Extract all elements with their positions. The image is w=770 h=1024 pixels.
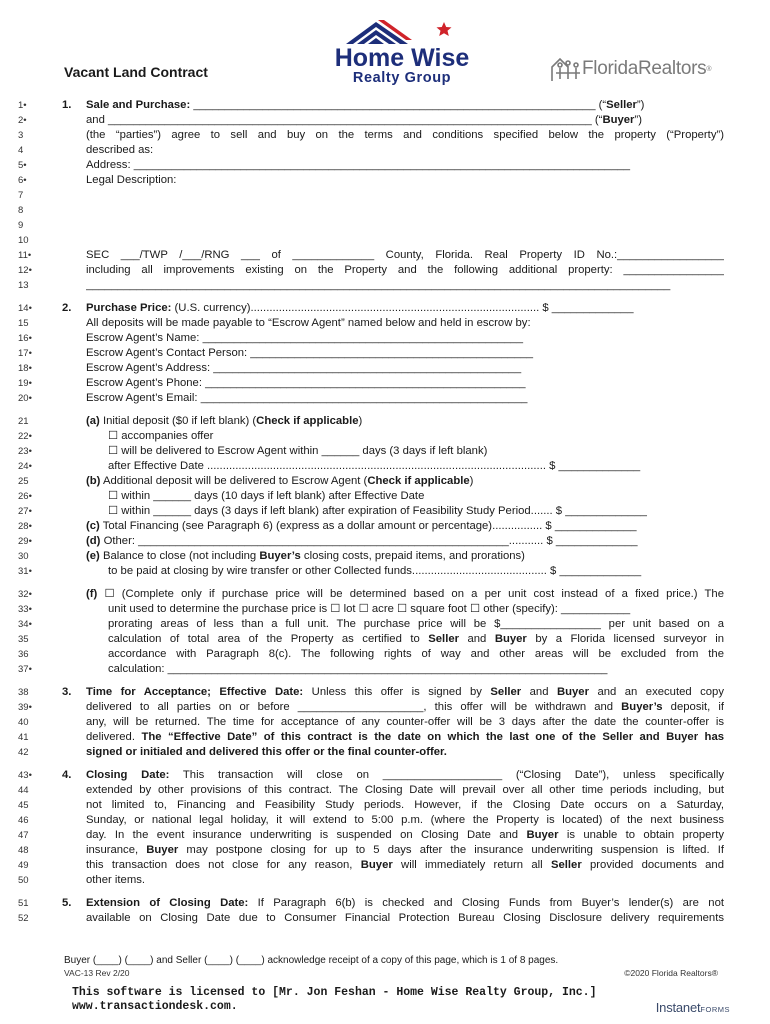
line-number: 3 — [18, 130, 24, 141]
line-text: ☐ accompanies offer — [108, 430, 214, 442]
contract-line — [0, 700, 770, 715]
line-number: 46 — [18, 815, 29, 826]
line-number: 27• — [18, 506, 32, 517]
line-number: 15 — [18, 318, 29, 329]
line-text: ☐ within ______ days (3 days if left blank) after expiration of Feasibility Study Period....... $ _____________ — [108, 505, 647, 517]
line-text: Escrow Agent’s Contact Person: _____________________________________________ — [86, 347, 534, 359]
contract-line — [0, 376, 770, 391]
logo-line2: Realty Group — [352, 70, 452, 86]
line-text: day. In the event insurance underwriting is suspended on Closing Date and Buyer is unable to obtain property — [86, 829, 724, 841]
line-number: 52 — [18, 913, 29, 924]
line-number: 10 — [18, 235, 29, 246]
contract-line — [0, 218, 770, 233]
contract-line — [0, 188, 770, 203]
contract-line — [0, 489, 770, 504]
line-number: 31• — [18, 566, 32, 577]
section-number: 4. — [62, 769, 72, 781]
line-number: 22• — [18, 431, 32, 442]
line-number: 50 — [18, 875, 29, 886]
contract-line — [0, 783, 770, 798]
line-number: 21 — [18, 416, 29, 427]
contract-line — [0, 459, 770, 474]
contract-line — [0, 128, 770, 143]
line-text: Sunday, or national legal holiday, it will extend to 5:00 p.m. (where the Property is located) of the next business — [86, 814, 724, 826]
line-text: (f) ☐ (Complete only if purchase price will be determined based on a per unit cost instead of a fixed price.) The — [86, 588, 724, 600]
line-text: _____________________________________________________________________________________________ — [86, 279, 671, 291]
contract-line — [0, 98, 770, 113]
line-text: Sale and Purchase: ________________________________________________________________ (“Seller”) — [86, 99, 645, 111]
florida-realtors-logo — [548, 54, 712, 84]
line-text: Escrow Agent’s Phone: ___________________________________________________ — [86, 377, 526, 389]
line-number: 19• — [18, 378, 32, 389]
contract-line — [0, 361, 770, 376]
line-text: this transaction does not close for any reason, Buyer will immediately return all Seller provided documents and — [86, 859, 724, 871]
line-text: calculation of total area of the Property as certified to Seller and Buyer by a Florida licensed surveyor in — [108, 633, 724, 645]
line-text: (d) Other: ___________________________________________________________........... $ _____________ — [86, 535, 638, 547]
line-number: 38 — [18, 687, 29, 698]
line-number: 28• — [18, 521, 32, 532]
line-number: 51 — [18, 898, 29, 909]
contract-line — [0, 504, 770, 519]
line-number: 47 — [18, 830, 29, 841]
line-number: 34• — [18, 619, 32, 630]
line-text: (the “parties”) agree to sell and buy on the terms and conditions specified below the property (“Property”) — [86, 129, 724, 141]
line-text: delivered. The “Effective Date” of this contract is the date on which the last one of the Seller and Buyer has — [86, 731, 724, 743]
line-text: Escrow Agent’s Name: ___________________________________________________ — [86, 332, 523, 344]
line-number: 13 — [18, 280, 29, 291]
line-number: 1• — [18, 100, 27, 111]
line-number: 24• — [18, 461, 32, 472]
logo-line1: Home Wise — [334, 44, 470, 72]
contract-line — [0, 798, 770, 813]
line-number: 16• — [18, 333, 32, 344]
line-text: to be paid at closing by wire transfer or other Collected funds........................................... $ _____________ — [108, 565, 642, 577]
contract-line — [0, 414, 770, 429]
line-text: including all improvements existing on the Property and the following additional property: ________________ — [86, 264, 724, 276]
contract-line — [0, 896, 770, 911]
contract-line — [0, 474, 770, 489]
line-number: 25 — [18, 476, 29, 487]
contract-line — [0, 828, 770, 843]
line-text: after Effective Date ............................................................................................................ $ _____________ — [108, 460, 641, 472]
line-text: Legal Description: — [86, 174, 177, 186]
contract-line — [0, 346, 770, 361]
line-text: (a) Initial deposit ($0 if left blank) (Check if applicable) — [86, 415, 363, 427]
line-text: Escrow Agent’s Email: ____________________________________________________ — [86, 392, 528, 404]
line-text: and _____________________________________________________________________________ (“Buyer”) — [86, 114, 642, 126]
contract-line — [0, 263, 770, 278]
line-number: 9 — [18, 220, 24, 231]
contract-line — [0, 113, 770, 128]
contract-line — [0, 158, 770, 173]
contract-line — [0, 203, 770, 218]
contract-line — [0, 564, 770, 579]
contract-line — [0, 248, 770, 263]
line-text: (e) Balance to close (not including Buyer’s closing costs, prepaid items, and prorations) — [86, 550, 525, 562]
contract-line — [0, 602, 770, 617]
line-text: Escrow Agent’s Address: _________________________________________________ — [86, 362, 522, 374]
contract-line — [0, 519, 770, 534]
line-text: All deposits will be made payable to “Escrow Agent” named below and held in escrow by: — [86, 317, 531, 329]
line-number: 14• — [18, 303, 32, 314]
line-number: 12• — [18, 265, 32, 276]
contract-line — [0, 730, 770, 745]
contract-line — [0, 715, 770, 730]
copyright: ©2020 Florida Realtors® — [624, 968, 718, 978]
line-number: 41 — [18, 732, 29, 743]
line-text: extended by other provisions of this contract. The Closing Date will prevail over all other time periods including, but — [86, 784, 724, 796]
contract-line — [0, 391, 770, 406]
line-text: signed or initialed and delivered this offer or the final counter-offer. — [86, 746, 447, 758]
line-number: 18• — [18, 363, 32, 374]
line-number: 17• — [18, 348, 32, 359]
section-number: 3. — [62, 686, 72, 698]
line-number: 4 — [18, 145, 24, 156]
license-line-2: www.transactiondesk.com. — [72, 1000, 238, 1013]
instanet-small: FORMS — [700, 1005, 730, 1014]
line-text: unit used to determine the purchase price is ☐ lot ☐ acre ☐ square foot ☐ other (specify): ___________ — [108, 603, 631, 615]
line-number: 37• — [18, 664, 32, 675]
roof-stripes-icon — [346, 20, 412, 44]
contract-line — [0, 873, 770, 888]
contract-line — [0, 143, 770, 158]
contract-line — [0, 813, 770, 828]
contract-line — [0, 233, 770, 248]
line-text: described as: — [86, 144, 154, 156]
form-id: VAC-13 Rev 2/20 — [64, 968, 130, 978]
line-number: 39• — [18, 702, 32, 713]
contract-line — [0, 301, 770, 316]
license-line-1: This software is licensed to [Mr. Jon Feshan - Home Wise Realty Group, Inc.] — [72, 986, 597, 999]
line-text: accordance with Paragraph 8(c). The following rights of way and other areas will be excluded from the — [108, 648, 724, 660]
line-number: 6• — [18, 175, 27, 186]
registered-mark: ® — [706, 65, 712, 73]
contract-line — [0, 549, 770, 564]
line-text: delivered to all parties on or before ____________________, this offer will be withdrawn and Buyer’s deposit, if — [86, 701, 724, 713]
contract-line — [0, 316, 770, 331]
line-number: 26• — [18, 491, 32, 502]
line-text: (b) Additional deposit will be delivered to Escrow Agent (Check if applicable) — [86, 475, 474, 487]
line-text: not limited to, Financing and Feasibility Study periods. However, if the Closing Date occurs on a Saturday, — [86, 799, 724, 811]
contract-line — [0, 843, 770, 858]
contract-line — [0, 911, 770, 926]
line-text: ☐ within ______ days (10 days if left blank) after Effective Date — [108, 490, 425, 502]
line-number: 35 — [18, 634, 29, 645]
contract-line — [0, 587, 770, 602]
line-text: prorating areas of less than a full unit. The purchase price will be $________________ per unit based on a — [108, 618, 724, 630]
line-number: 20• — [18, 393, 32, 404]
line-number: 33• — [18, 604, 32, 615]
line-text: Address: _______________________________________________________________________________ — [86, 159, 631, 171]
contract-line — [0, 429, 770, 444]
line-text: insurance, Buyer may postpone closing for up to 5 days after the insurance underwriting suspension is lifted. If — [86, 844, 724, 856]
line-text: other items. — [86, 874, 146, 886]
line-text: calculation: ______________________________________________________________________ — [108, 663, 608, 675]
instanet-forms-logo — [656, 1000, 730, 1015]
line-number: 8 — [18, 205, 24, 216]
line-text: Purchase Price: (U.S. currency)............................................................................................ $ _____________ — [86, 302, 634, 314]
contract-line — [0, 647, 770, 662]
line-number: 40 — [18, 717, 29, 728]
instanet-main: Instanet — [655, 1000, 701, 1015]
contract-line — [0, 685, 770, 700]
contract-line — [0, 534, 770, 549]
contract-line — [0, 331, 770, 346]
florida-realtors-text: FloridaRealtors — [582, 58, 707, 79]
line-text: Closing Date: This transaction will close on ___________________ (“Closing Date”), unless specifically — [86, 769, 724, 781]
line-number: 5• — [18, 160, 27, 171]
line-number: 36 — [18, 649, 29, 660]
line-text: available on Closing Date due to Consumer Financial Protection Bureau Closing Disclosure delivery requirements — [86, 912, 724, 924]
contract-line — [0, 617, 770, 632]
page-acknowledgement: Buyer (____) (____) and Seller (____) (____) acknowledge receipt of a copy of this page, which is 1 of 8 pages. — [64, 955, 559, 966]
line-number: 2• — [18, 115, 27, 126]
home-wise-logo — [326, 18, 478, 86]
line-number: 11• — [18, 250, 32, 261]
line-text: (c) Total Financing (see Paragraph 6) (express as a dollar amount or percentage)................ $ _____________ — [86, 520, 637, 532]
section-number: 2. — [62, 302, 72, 314]
realtors-people-icon — [548, 55, 582, 83]
line-number: 32• — [18, 589, 32, 600]
line-text: Extension of Closing Date: If Paragraph 6(b) is checked and Closing Funds from Buyer’s lender(s) are not — [86, 897, 724, 909]
line-text: ☐ will be delivered to Escrow Agent within ______ days (3 days if left blank) — [108, 445, 488, 457]
section-number: 1. — [62, 99, 72, 111]
line-number: 48 — [18, 845, 29, 856]
contract-line — [0, 745, 770, 760]
contract-line — [0, 278, 770, 293]
line-number: 29• — [18, 536, 32, 547]
line-number: 43• — [18, 770, 32, 781]
contract-line — [0, 444, 770, 459]
section-number: 5. — [62, 897, 72, 909]
line-text: SEC ___/TWP /___/RNG ___ of _____________ County, Florida. Real Property ID No.:_________________ — [86, 249, 724, 261]
star-icon — [437, 22, 452, 36]
contract-line — [0, 173, 770, 188]
line-number: 30 — [18, 551, 29, 562]
line-number: 44 — [18, 785, 29, 796]
line-number: 7 — [18, 190, 24, 201]
contract-line — [0, 662, 770, 677]
document-title: Vacant Land Contract — [64, 64, 208, 80]
line-text: Time for Acceptance; Effective Date: Unless this offer is signed by Seller and Buyer and an executed copy — [86, 686, 724, 698]
line-number: 49 — [18, 860, 29, 871]
line-number: 23• — [18, 446, 32, 457]
contract-line — [0, 858, 770, 873]
contract-line — [0, 632, 770, 647]
line-text: any, will be returned. The time for acceptance of any counter-offer will be 3 days after the date the counter-offer is — [86, 716, 724, 728]
line-number: 42 — [18, 747, 29, 758]
contract-line — [0, 768, 770, 783]
line-number: 45 — [18, 800, 29, 811]
